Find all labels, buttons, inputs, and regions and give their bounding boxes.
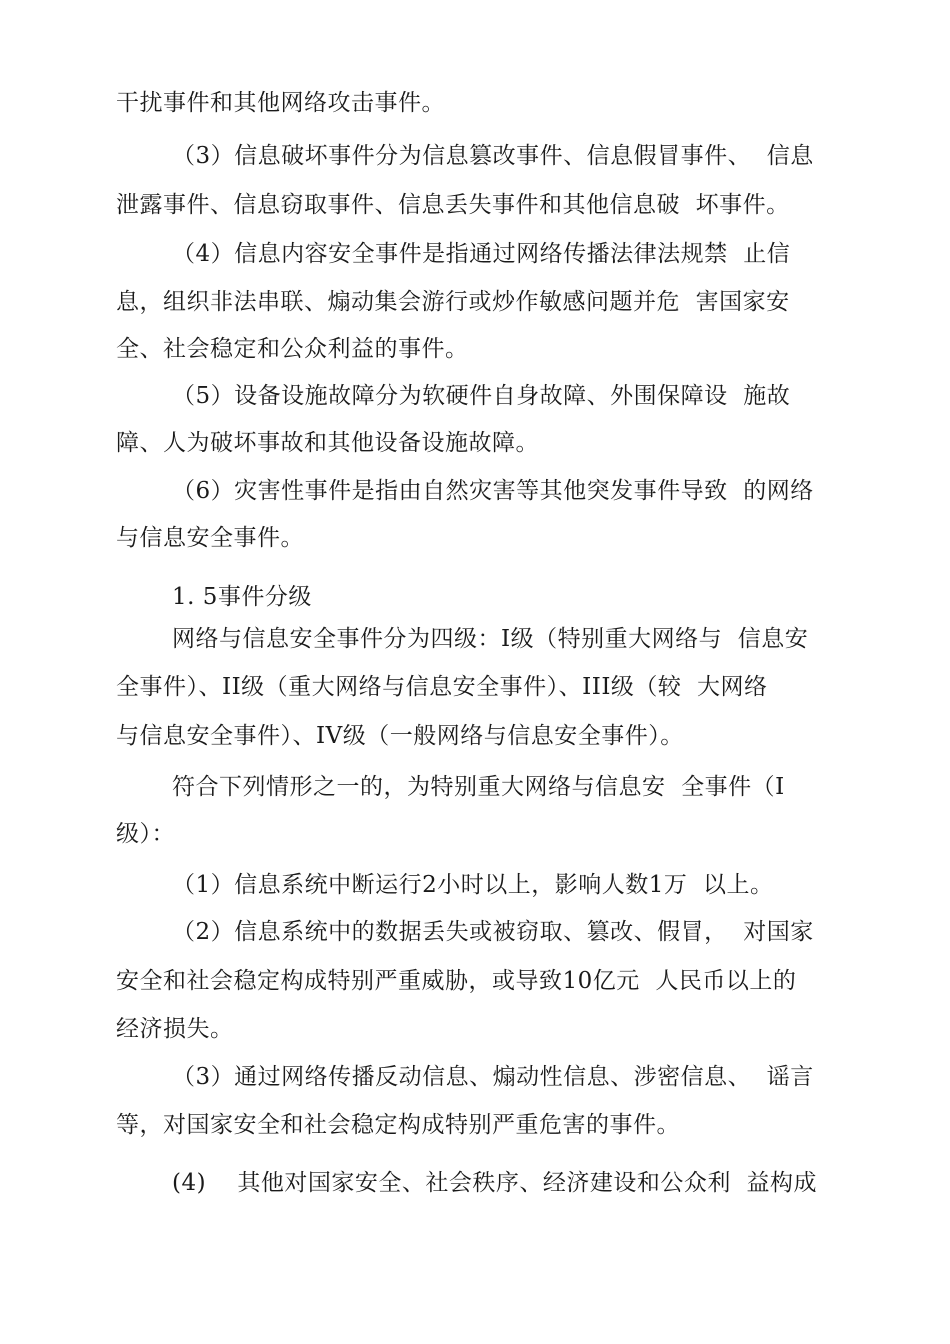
text-line: (4) 其他对国家安全、社会秩序、经济建设和公众利 益构成 [172, 1170, 817, 1196]
text-line: （2）信息系统中的数据丢失或被窃取、篡改、假冒， 对国家 [172, 919, 814, 945]
text-line: 全、社会稳定和公众利益的事件。 [116, 336, 469, 362]
text-line: 符合下列情形之一的，为特别重大网络与信息安 全事件（I [172, 774, 785, 800]
text-line: 干扰事件和其他网络攻击事件。 [116, 90, 445, 116]
text-line: 障、人为破坏事故和其他设备设施故障。 [116, 430, 539, 456]
text-line: （3）信息破坏事件分为信息篡改事件、信息假冒事件、 信息 [172, 143, 814, 169]
text-line: 与信息安全事件。 [116, 525, 304, 551]
text-line: （3）通过网络传播反动信息、煽动性信息、涉密信息、 谣言 [172, 1064, 814, 1090]
section-heading: 1. 5事件分级 [172, 584, 312, 610]
text-line: （1）信息系统中断运行2小时以上，影响人数1万 以上。 [172, 872, 774, 898]
text-line: 经济损失。 [116, 1016, 234, 1042]
text-line: 全事件）、II级（重大网络与信息安全事件）、III级（较 大网络 [116, 674, 768, 700]
text-line: 等，对国家安全和社会稳定构成特别严重危害的事件。 [116, 1112, 680, 1138]
text-line: （5）设备设施故障分为软硬件自身故障、外围保障设 施故 [172, 383, 791, 409]
text-line: 安全和社会稳定构成特别严重威胁，或导致10亿元 人民币以上的 [116, 968, 797, 994]
text-line: 级）： [116, 821, 175, 847]
text-line: 网络与信息安全事件分为四级：I级（特别重大网络与 信息安 [172, 626, 809, 652]
text-line: 息，组织非法串联、煽动集会游行或炒作敏感问题并危 害国家安 [116, 289, 790, 315]
text-line: 与信息安全事件）、IV级（一般网络与信息安全事件）。 [116, 723, 684, 749]
text-line: 泄露事件、信息窃取事件、信息丢失事件和其他信息破 坏事件。 [116, 192, 790, 218]
text-line: （6）灾害性事件是指由自然灾害等其他突发事件导致 的网络 [172, 478, 814, 504]
text-line: （4）信息内容安全事件是指通过网络传播法律法规禁 止信 [172, 241, 791, 267]
